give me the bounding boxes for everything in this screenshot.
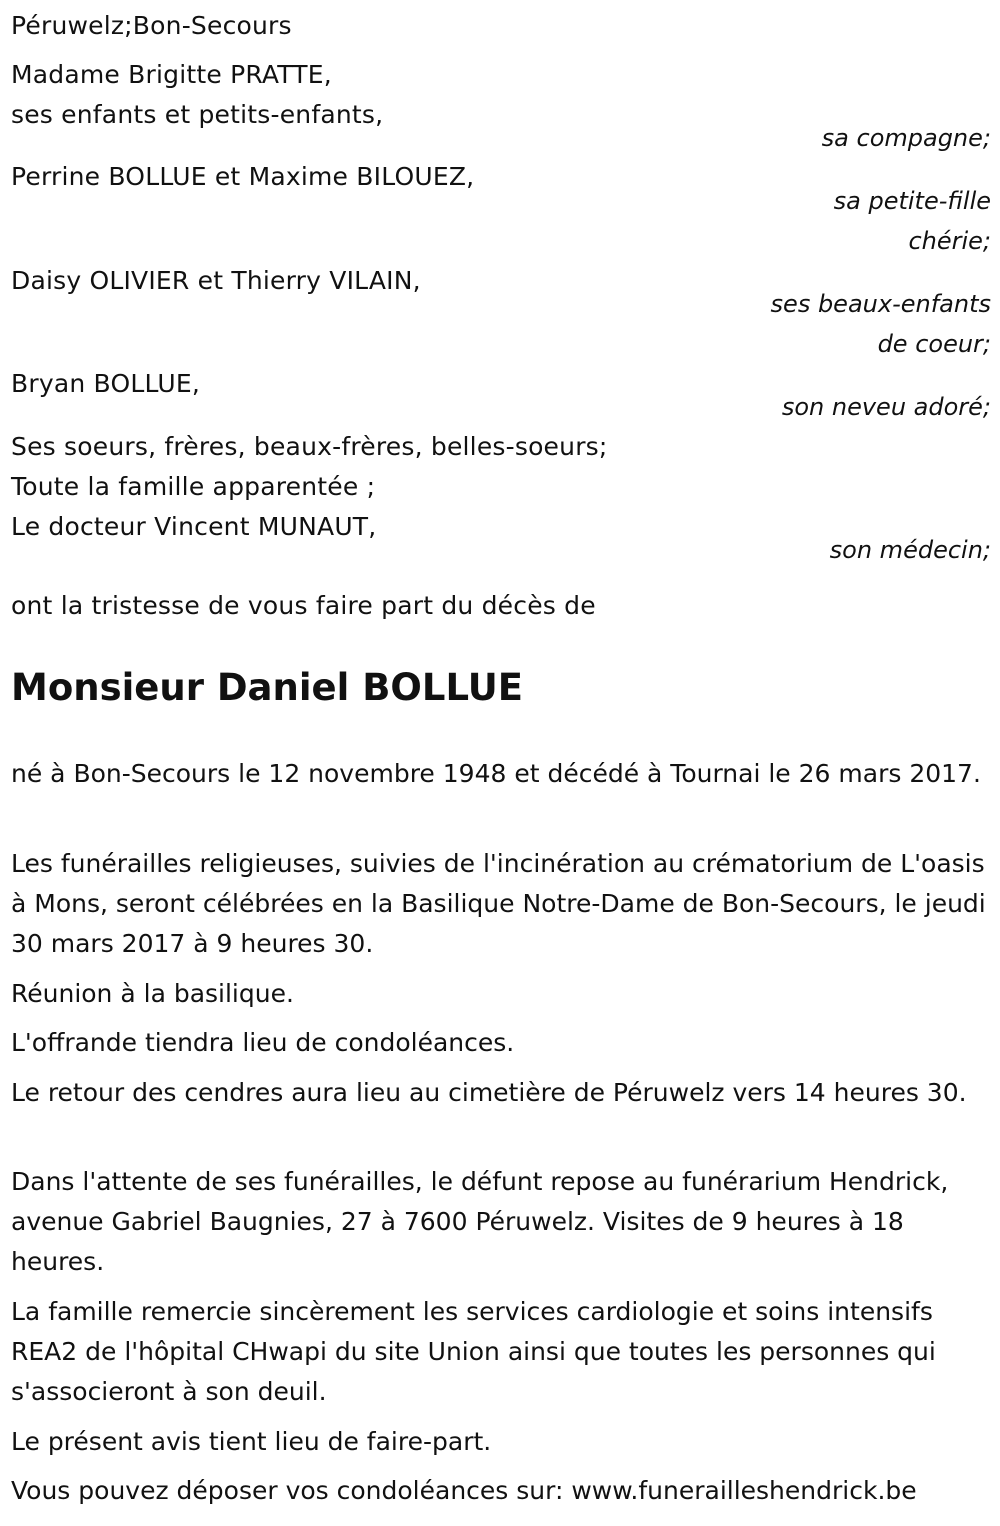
family-name: Perrine BOLLUE et Maxime BILOUEZ, bbox=[11, 162, 475, 191]
thanks-paragraph: La famille remercie sincèrement les services cardiologie et soins intensifs REA2 de l'hôpital CHwapi du site Union ainsi que toutes les personnes qui s'associeront à son deuil. bbox=[11, 1297, 936, 1406]
funeral-paragraph: Les funérailles religieuses, suivies de l'incinération au crématorium de L'oasis à Mons, seront célébrées en la Basilique Notre-Dame de Bon-Secours, le jeudi 30 mars 2017 à 9 heures 30. bbox=[11, 849, 986, 958]
meeting-paragraph: Réunion à la basilique. bbox=[11, 979, 294, 1008]
ashes-paragraph: Le retour des cendres aura lieu au cimetière de Péruwelz vers 14 heures 30. bbox=[11, 1078, 967, 1107]
relatives-line: Toute la famille apparentée ; bbox=[11, 472, 376, 501]
doctor-line: Le docteur Vincent MUNAUT, bbox=[11, 512, 377, 541]
offering-paragraph: L'offrande tiendra lieu de condoléances. bbox=[11, 1028, 515, 1057]
relationship-label-continued: de coeur; bbox=[877, 330, 991, 358]
relationship-label: ses beaux-enfants bbox=[770, 290, 991, 318]
relationship-label: son neveu adoré; bbox=[781, 393, 991, 421]
announcement-line: ont la tristesse de vous faire part du décès de bbox=[11, 591, 596, 620]
relationship-label-continued: chérie; bbox=[908, 227, 991, 255]
relationship-label: son médecin; bbox=[829, 536, 991, 564]
visitation-paragraph: Dans l'attente de ses funérailles, le défunt repose au funérarium Hendrick, avenue Gabriel Baugnies, 27 à 7600 Péruwelz. Visites de 9 heures à 18 heures. bbox=[11, 1167, 949, 1276]
family-name: Daisy OLIVIER et Thierry VILAIN, bbox=[11, 266, 421, 295]
location-line: Péruwelz;Bon-Secours bbox=[11, 11, 292, 40]
family-name: Bryan BOLLUE, bbox=[11, 369, 200, 398]
condolences-paragraph: Vous pouvez déposer vos condoléances sur: www.funerailleshendrick.be bbox=[11, 1476, 917, 1505]
relatives-line: Ses soeurs, frères, beaux-frères, belles-soeurs; bbox=[11, 432, 608, 461]
relationship-label: sa petite-fille bbox=[833, 187, 991, 215]
notice-paragraph: Le présent avis tient lieu de faire-part. bbox=[11, 1427, 492, 1456]
birth-death-paragraph: né à Bon-Secours le 12 novembre 1948 et décédé à Tournai le 26 mars 2017. bbox=[11, 759, 981, 788]
family-name: Madame Brigitte PRATTE, bbox=[11, 60, 332, 89]
relationship-label: sa compagne; bbox=[821, 124, 991, 152]
family-name-continued: ses enfants et petits-enfants, bbox=[11, 100, 384, 129]
deceased-name: Monsieur Daniel BOLLUE bbox=[11, 666, 524, 709]
